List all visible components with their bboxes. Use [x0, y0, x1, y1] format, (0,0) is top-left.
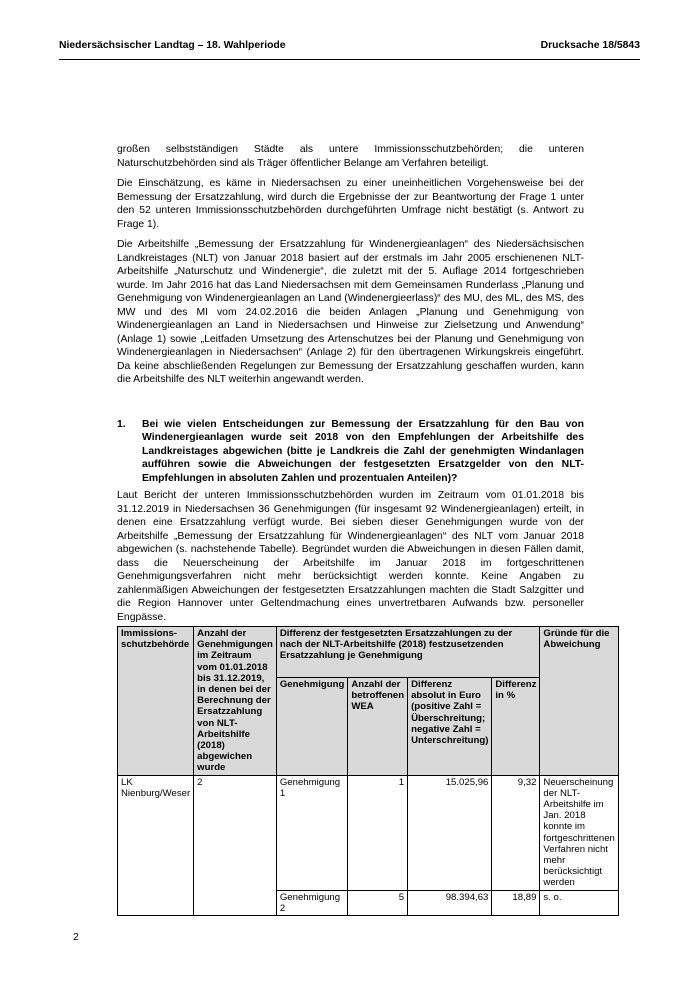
table-header-row — [118, 627, 619, 678]
cell-wea-count: 5 — [348, 890, 408, 915]
cell-permit: Genehmigung 1 — [276, 775, 348, 890]
header-title: Niedersächsischer Landtag – 18. Wahlperiode — [59, 40, 286, 51]
paragraph: großen selbstständigen Städte als untere Immissionsschutzbehörden; die unteren Naturschutzbehörden sind als Träger öffentlicher Belange am Verfahren beteiligt. — [117, 144, 584, 169]
answer-paragraph: Laut Bericht der unteren Immissionsschutzbehörden wurden im Zeitraum vom 01.01.2018 bis 31.12.2019 in Niedersachsen 36 Genehmigungen (für insgesamt 92 Windenergieanlagen) erteilt, in denen eine Ersatzzahlung verfügt wurde. Bei sieben dieser Genehmigungen wurde von der Arbeitshilfe „Bemessung der Ersatzzahlung für Windenergieanlagen“ des NLT vom Januar 2018 abgewichen (s. nachstehende Tabelle). Begründet wurden die Abweichungen in diesen Fällen damit, dass die Neuerscheinung der Arbeitshilfe im Januar 2018 im fortgeschrittenen Genehmigungsverfahren nicht mehr berücksichtigt werden konnte. Keine Angaben zu zahlenmäßigen Abweichungen der festgesetzten Ersatzzahlungen machten die Stadt Salzgitter und die Region Hannover unter Geltendmachung eines unvertretbaren Aufwands bzw. personeller Engpässe. — [117, 490, 584, 623]
cell-reason: Neuerscheinung der NLT-Arbeitshilfe im Jan. 2018 konnte im fortgeschrittenen Verfahren nicht mehr berücksichtigt werden — [540, 775, 618, 890]
document-number: Drucksache 18/5843 — [540, 40, 640, 51]
cell-reason: s. o. — [540, 890, 618, 915]
header-difference-group: Differenz der festgesetzten Ersatzzahlungen zu der nach der NLT-Arbeitshilfe (2018) festzusetzenden Ersatzzahlung je Genehmigung — [276, 627, 540, 678]
header-diff-percent: Differenz in % — [492, 677, 540, 775]
header-authority: Immissions-schutzbehörde — [118, 627, 194, 776]
cell-permit-count: 2 — [194, 775, 277, 915]
cell-authority: LK Nienburg/Weser — [118, 775, 194, 915]
document-body — [117, 143, 615, 916]
cell-wea-count: 1 — [348, 775, 408, 890]
cell-permit: Genehmigung 2 — [276, 890, 348, 915]
question-text: Bei wie vielen Entscheidungen zur Bemessung der Ersatzzahlung für den Bau von Windenergieanlagen wurde seit 2018 von den Empfehlungen der Arbeitshilfe des Landkreistages abgewichen (bitte je Landkreis die Zahl der genehmigten Windanlagen aufführen sowie die Abweichungen der festgesetzten Ersatzgelder von den NLT-Empfehlungen in absoluten Zahlen und prozentualen Anteilen)? — [142, 418, 584, 484]
paragraph: Die Arbeitshilfe „Bemessung der Ersatzzahlung für Windenergieanlagen“ des Niedersächsischen Landkreistages (NLT) von Januar 2018 basiert auf der erstmals im Jahr 2005 erschienenen NLT-Arbeitshilfe „Naturschutz und Windenergie“, die zuletzt mit der 5. Auflage 2014 fortgeschrieben wurde. Im Jahr 2016 hat das Land Niedersachsen mit dem Gemeinsamen Runderlass „Planung und Genehmigung von Windenergieanlagen an Land (Windenergieerlass)“ des MU, des ML, des MS, des MW und des MI vom 24.02.2016 die beiden Anlagen „Planung und Genehmigung von Windenergieanlagen an Land in Niedersachsen und Hinweise zur Zielsetzung und Anwendung“ (Anlage 1) sowie „Leitfaden Umsetzung des Artenschutzes bei der Planung und Genehmigung von Windenergieanlagen in Niedersachsen“ (Anlage 2) für den übertragenen Wirkungskreis eingeführt. Da keine abschließenden Regelungen zur Bemessung der Ersatzzahlung geschaffen wurden, kann die Arbeitshilfe des NLT weiterhin angewandt werden. — [117, 239, 584, 385]
cell-diff-percent: 18,89 — [492, 890, 540, 915]
cell-diff-percent: 9,32 — [492, 775, 540, 890]
header-permit-count: Anzahl der Genehmigungen im Zeitraum vom 01.01.2018 bis 31.12.2019, in denen bei der Berechnung der Ersatzzahlung von NLT-Arbeitshilfe (2018) abgewichen wurde — [194, 627, 277, 776]
header-divider — [59, 59, 640, 60]
question-block — [117, 418, 584, 486]
page-header — [59, 40, 640, 51]
cell-diff-absolute: 15.025,96 — [408, 775, 492, 890]
cell-diff-absolute: 98.394,63 — [408, 890, 492, 915]
header-wea-count: Anzahl der betroffenen WEA — [348, 677, 408, 775]
header-reasons: Gründe für die Abweichung — [540, 627, 618, 776]
deviation-table — [117, 626, 619, 916]
header-diff-absolute: Differenz absolut in Euro (positive Zahl = Überschreitung; negative Zahl = Unterschreitung) — [408, 677, 492, 775]
page-number: 2 — [73, 932, 79, 943]
paragraph: Die Einschätzung, es käme in Niedersachsen zu einer uneinheitlichen Vorgehensweise bei der Bemessung der Ersatzzahlung, wird durch die Ergebnisse der zur Beantwortung der Frage 1 unter den 52 unteren Immissionsschutzbehörden durchgeführten Umfrage nicht bestätigt (s. Antwort zu Frage 1). — [117, 178, 584, 230]
question-number: 1. — [117, 418, 126, 430]
table-row — [118, 775, 619, 890]
header-permit: Genehmigung — [276, 677, 348, 775]
